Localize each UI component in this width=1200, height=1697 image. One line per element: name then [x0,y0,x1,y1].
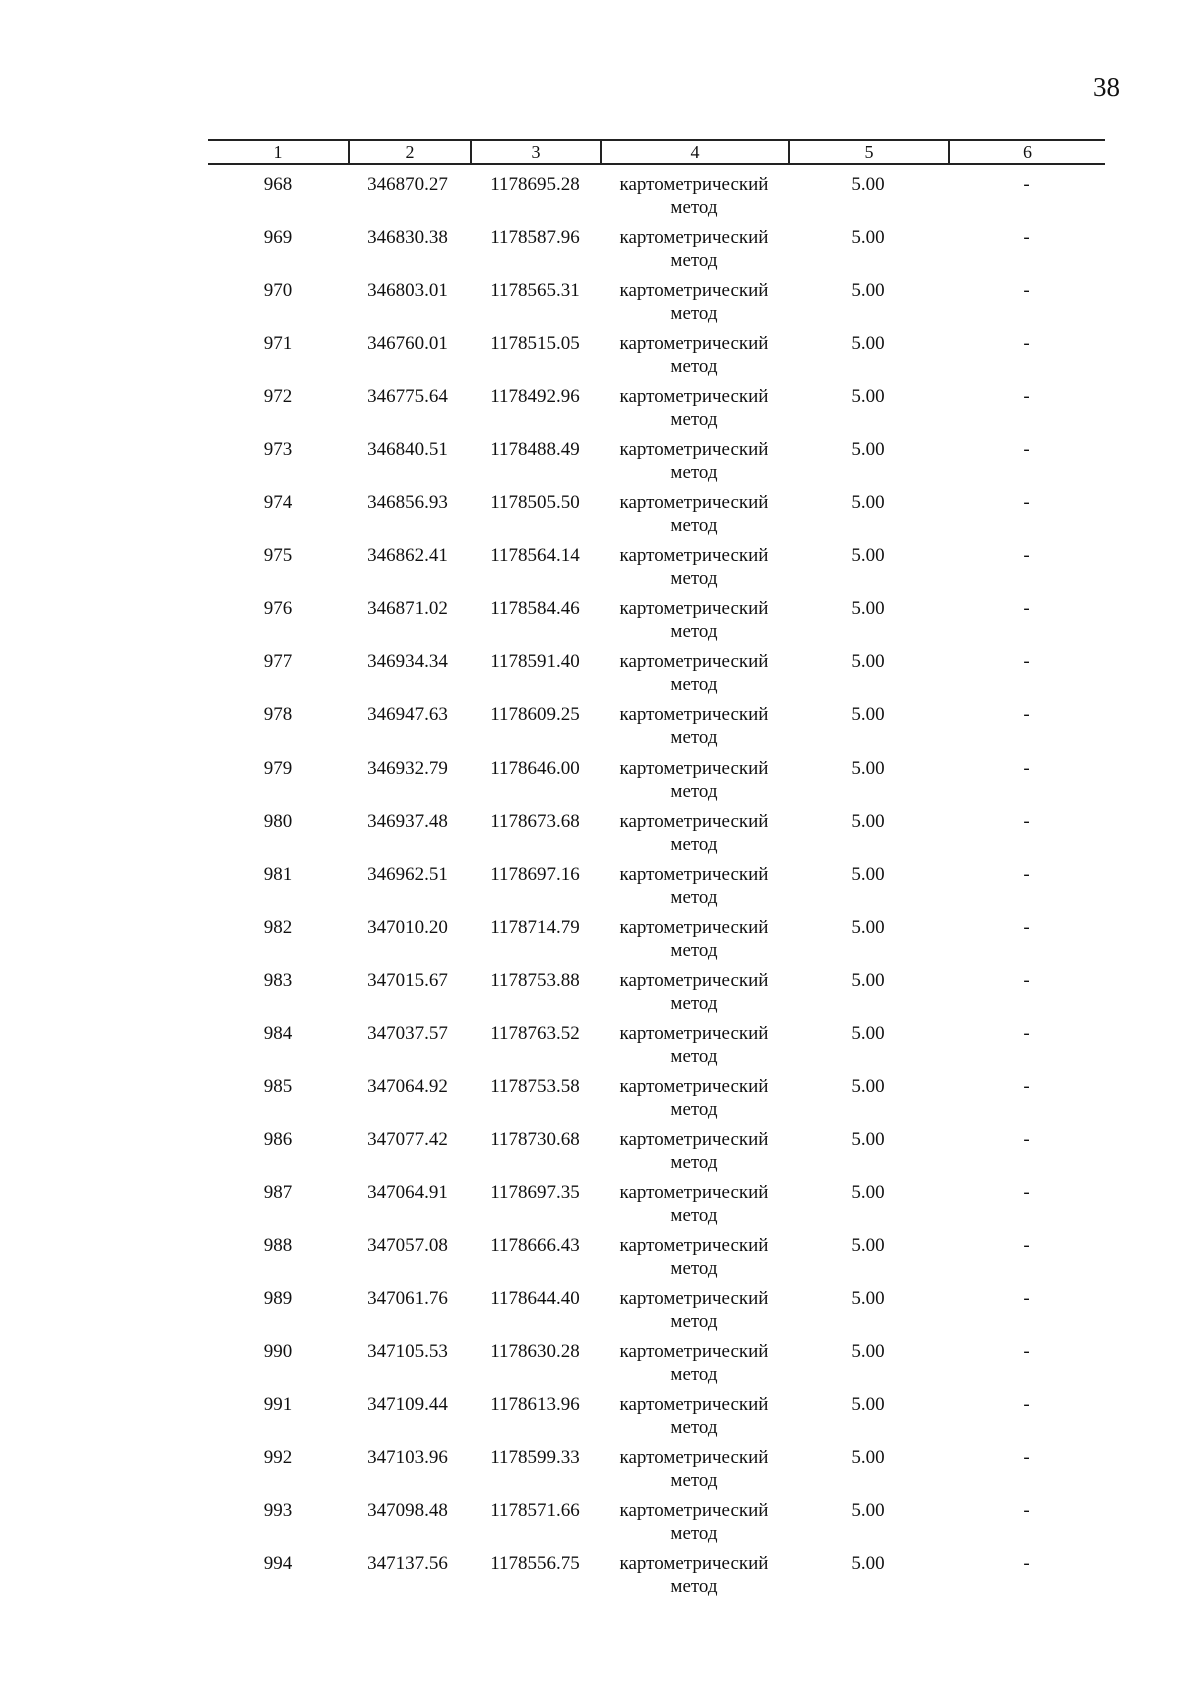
coordinate-x: 347010.20 [367,916,448,938]
method [600,863,788,909]
method [600,279,788,325]
note: - [1023,969,1030,991]
accuracy: 5.00 [851,651,885,673]
method [600,1393,788,1439]
method-line-2: метод [670,409,718,431]
accuracy: 5.00 [851,1447,885,1469]
method-line-1: картометрический [619,1447,769,1469]
table-row [208,1120,1105,1173]
table-row [208,1279,1105,1332]
method [600,703,788,749]
method [600,1499,788,1545]
note: - [1023,386,1030,408]
method-line-1: картометрический [619,1022,769,1044]
method-line-1: картометрический [619,651,769,673]
method-line-2: метод [670,992,718,1014]
table-row [208,908,1105,961]
point-number: 993 [263,1500,293,1522]
method-line-1: картометрический [619,969,769,991]
point-number: 972 [263,386,293,408]
table-row [208,802,1105,855]
point-number: 973 [263,439,293,461]
point-number: 990 [263,1341,293,1363]
table-row [208,749,1105,802]
method-line-1: картометрический [619,1500,769,1522]
method-line-1: картометрический [619,439,769,461]
note: - [1023,1341,1030,1363]
table-row [208,430,1105,483]
coordinate-y: 1178571.66 [490,1500,580,1522]
note: - [1023,1500,1030,1522]
method-line-2: метод [670,462,718,484]
column-header-2: 2 [405,142,415,162]
accuracy: 5.00 [851,439,885,461]
coordinate-x: 347057.08 [367,1234,448,1256]
coordinate-y: 1178591.40 [490,651,580,673]
method-line-1: картометрический [619,863,769,885]
accuracy: 5.00 [851,916,885,938]
accuracy: 5.00 [851,1075,885,1097]
coordinate-x: 346932.79 [367,757,448,779]
column-header-1: 1 [273,142,283,162]
note: - [1023,1234,1030,1256]
method [600,1234,788,1280]
accuracy: 5.00 [851,1022,885,1044]
accuracy: 5.00 [851,280,885,302]
coordinate-y: 1178697.16 [490,863,580,885]
note: - [1023,1553,1030,1575]
coordinate-x: 347109.44 [367,1394,448,1416]
coordinate-x: 346760.01 [367,333,448,355]
method-line-2: метод [670,674,718,696]
method-line-1: картометрический [619,757,769,779]
point-number: 975 [263,545,293,567]
coordinate-x: 346803.01 [367,280,448,302]
accuracy: 5.00 [851,969,885,991]
coordinate-x: 347137.56 [367,1553,448,1575]
point-number: 982 [263,916,293,938]
method [600,1022,788,1068]
table-row [208,695,1105,748]
coordinate-y: 1178613.96 [490,1394,580,1416]
accuracy: 5.00 [851,1181,885,1203]
table-row [208,1438,1105,1491]
method-line-2: метод [670,1151,718,1173]
accuracy: 5.00 [851,1341,885,1363]
point-number: 986 [263,1128,293,1150]
coordinate-y: 1178666.43 [490,1234,580,1256]
method [600,226,788,272]
coordinate-y: 1178730.68 [490,1128,580,1150]
method-line-1: картометрический [619,1394,769,1416]
note: - [1023,1022,1030,1044]
note: - [1023,545,1030,567]
coordinate-x: 347077.42 [367,1128,448,1150]
coordinate-x: 346870.27 [367,174,448,195]
method-line-2: метод [670,250,718,272]
point-number: 994 [263,1553,293,1575]
table-row [208,961,1105,1014]
note: - [1023,1447,1030,1469]
accuracy: 5.00 [851,174,885,195]
method-line-2: метод [670,1204,718,1226]
method [600,385,788,431]
accuracy: 5.00 [851,1553,885,1575]
table-row [208,218,1105,271]
method-line-1: картометрический [619,386,769,408]
table-row [208,165,1105,218]
method-line-2: метод [670,621,718,643]
coordinate-x: 346775.64 [367,386,448,408]
table-row [208,1173,1105,1226]
method-line-1: картометрический [619,810,769,832]
coordinate-y: 1178753.58 [490,1075,580,1097]
note: - [1023,174,1030,195]
note: - [1023,757,1030,779]
table-header [208,139,1105,165]
table-row [208,377,1105,430]
method-line-1: картометрический [619,545,769,567]
table-row [208,1226,1105,1279]
accuracy: 5.00 [851,386,885,408]
coordinate-y: 1178646.00 [490,757,580,779]
point-number: 970 [263,280,293,302]
coordinate-x: 347061.76 [367,1287,448,1309]
coordinate-y: 1178556.75 [490,1553,580,1575]
table-row [208,1332,1105,1385]
method [600,1128,788,1174]
accuracy: 5.00 [851,810,885,832]
coordinate-x: 347105.53 [367,1341,448,1363]
table-row [208,536,1105,589]
point-number: 980 [263,810,293,832]
method [600,173,788,219]
coordinate-x: 346871.02 [367,598,448,620]
coordinate-y: 1178515.05 [490,333,580,355]
method-line-1: картометрический [619,333,769,355]
coordinate-x: 346947.63 [367,704,448,726]
method-line-1: картометрический [619,1287,769,1309]
coordinate-y: 1178714.79 [490,916,580,938]
method-line-1: картометрический [619,1181,769,1203]
note: - [1023,227,1030,249]
column-header-3: 3 [531,142,541,162]
page-number: 38 [1093,72,1120,102]
method-line-1: картометрический [619,1553,769,1575]
table-row [208,483,1105,536]
point-number: 992 [263,1447,293,1469]
method [600,491,788,537]
coordinate-y: 1178564.14 [490,545,580,567]
table-row [208,642,1105,695]
method-line-2: метод [670,356,718,378]
table-row [208,271,1105,324]
coordinate-x: 346934.34 [367,651,448,673]
method-line-2: метод [670,939,718,961]
method [600,1075,788,1121]
coordinate-y: 1178697.35 [490,1181,580,1203]
coordinate-x: 346962.51 [367,863,448,885]
note: - [1023,333,1030,355]
coordinate-y: 1178695.28 [490,174,580,195]
method [600,438,788,484]
method-line-2: метод [670,1045,718,1067]
coordinate-x: 347064.91 [367,1181,448,1203]
method-line-1: картометрический [619,1234,769,1256]
method-line-2: метод [670,780,718,802]
table-row [208,855,1105,908]
method-line-1: картометрический [619,492,769,514]
coordinates-table [208,139,1105,1597]
method-line-2: метод [670,1098,718,1120]
coordinate-x: 347015.67 [367,969,448,991]
method-line-2: метод [670,1310,718,1332]
method [600,916,788,962]
coordinate-y: 1178673.68 [490,810,580,832]
column-header-4: 4 [690,142,700,162]
note: - [1023,863,1030,885]
point-number: 989 [263,1287,293,1309]
accuracy: 5.00 [851,545,885,567]
point-number: 985 [263,1075,293,1097]
accuracy: 5.00 [851,757,885,779]
accuracy: 5.00 [851,863,885,885]
coordinate-y: 1178630.28 [490,1341,580,1363]
coordinate-x: 346856.93 [367,492,448,514]
method [600,810,788,856]
method-line-1: картометрический [619,916,769,938]
method-line-2: метод [670,1257,718,1279]
method-line-2: метод [670,197,718,218]
note: - [1023,916,1030,938]
method [600,1181,788,1227]
accuracy: 5.00 [851,598,885,620]
point-number: 974 [263,492,293,514]
method-line-2: метод [670,1417,718,1439]
note: - [1023,1075,1030,1097]
note: - [1023,1181,1030,1203]
point-number: 984 [263,1022,293,1044]
method-line-1: картометрический [619,280,769,302]
coordinate-y: 1178584.46 [490,598,580,620]
note: - [1023,1394,1030,1416]
accuracy: 5.00 [851,1500,885,1522]
point-number: 979 [263,757,293,779]
note: - [1023,1128,1030,1150]
accuracy: 5.00 [851,227,885,249]
method [600,597,788,643]
method-line-2: метод [670,1576,718,1598]
method-line-2: метод [670,833,718,855]
accuracy: 5.00 [851,492,885,514]
method [600,1287,788,1333]
table-row [208,1385,1105,1438]
coordinate-y: 1178565.31 [490,280,580,302]
method-line-1: картометрический [619,1075,769,1097]
coordinate-x: 346937.48 [367,810,448,832]
coordinate-y: 1178587.96 [490,227,580,249]
table-row [208,324,1105,377]
method-line-1: картометрический [619,1128,769,1150]
point-number: 969 [263,227,293,249]
accuracy: 5.00 [851,704,885,726]
point-number: 991 [263,1394,293,1416]
point-number: 971 [263,333,293,355]
coordinate-x: 347064.92 [367,1075,448,1097]
method-line-1: картометрический [619,704,769,726]
column-header-6: 6 [1023,142,1032,162]
method-line-2: метод [670,303,718,325]
method-line-1: картометрический [619,174,769,195]
note: - [1023,439,1030,461]
method [600,332,788,378]
method [600,1446,788,1492]
point-number: 981 [263,863,293,885]
table-row [208,1014,1105,1067]
coordinate-x: 346830.38 [367,227,448,249]
coordinate-y: 1178763.52 [490,1022,580,1044]
method [600,650,788,696]
table-row [208,1067,1105,1120]
note: - [1023,704,1030,726]
method-line-2: метод [670,1470,718,1492]
coordinate-x: 347037.57 [367,1022,448,1044]
point-number: 977 [263,651,293,673]
method-line-2: метод [670,568,718,590]
coordinate-x: 346862.41 [367,545,448,567]
note: - [1023,651,1030,673]
table-row [208,1491,1105,1544]
point-number: 978 [263,704,293,726]
coordinate-x: 347098.48 [367,1500,448,1522]
coordinate-y: 1178644.40 [490,1287,580,1309]
accuracy: 5.00 [851,1128,885,1150]
coordinate-y: 1178505.50 [490,492,580,514]
note: - [1023,492,1030,514]
method-line-2: метод [670,515,718,537]
coordinate-y: 1178488.49 [490,439,580,461]
coordinate-y: 1178492.96 [490,386,580,408]
accuracy: 5.00 [851,1394,885,1416]
method-line-1: картометрический [619,227,769,249]
point-number: 976 [263,598,293,620]
point-number: 983 [263,969,293,991]
accuracy: 5.00 [851,1287,885,1309]
method-line-1: картометрический [619,598,769,620]
method-line-2: метод [670,727,718,749]
table-body [208,165,1105,1597]
note: - [1023,280,1030,302]
note: - [1023,810,1030,832]
method-line-2: метод [670,1523,718,1545]
note: - [1023,598,1030,620]
column-header-5: 5 [864,142,874,162]
coordinate-y: 1178599.33 [490,1447,580,1469]
point-number: 988 [263,1234,293,1256]
coordinate-x: 347103.96 [367,1447,448,1469]
method [600,544,788,590]
method [600,1340,788,1386]
coordinate-x: 346840.51 [367,439,448,461]
method [600,969,788,1015]
accuracy: 5.00 [851,333,885,355]
coordinate-y: 1178609.25 [490,704,580,726]
coordinate-y: 1178753.88 [490,969,580,991]
table-row [208,1544,1105,1597]
table-row [208,589,1105,642]
note: - [1023,1287,1030,1309]
method-line-2: метод [670,1364,718,1386]
accuracy: 5.00 [851,1234,885,1256]
method-line-1: картометрический [619,1341,769,1363]
point-number: 968 [263,174,293,195]
method [600,1552,788,1598]
method [600,757,788,803]
method-line-2: метод [670,886,718,908]
point-number: 987 [263,1181,293,1203]
